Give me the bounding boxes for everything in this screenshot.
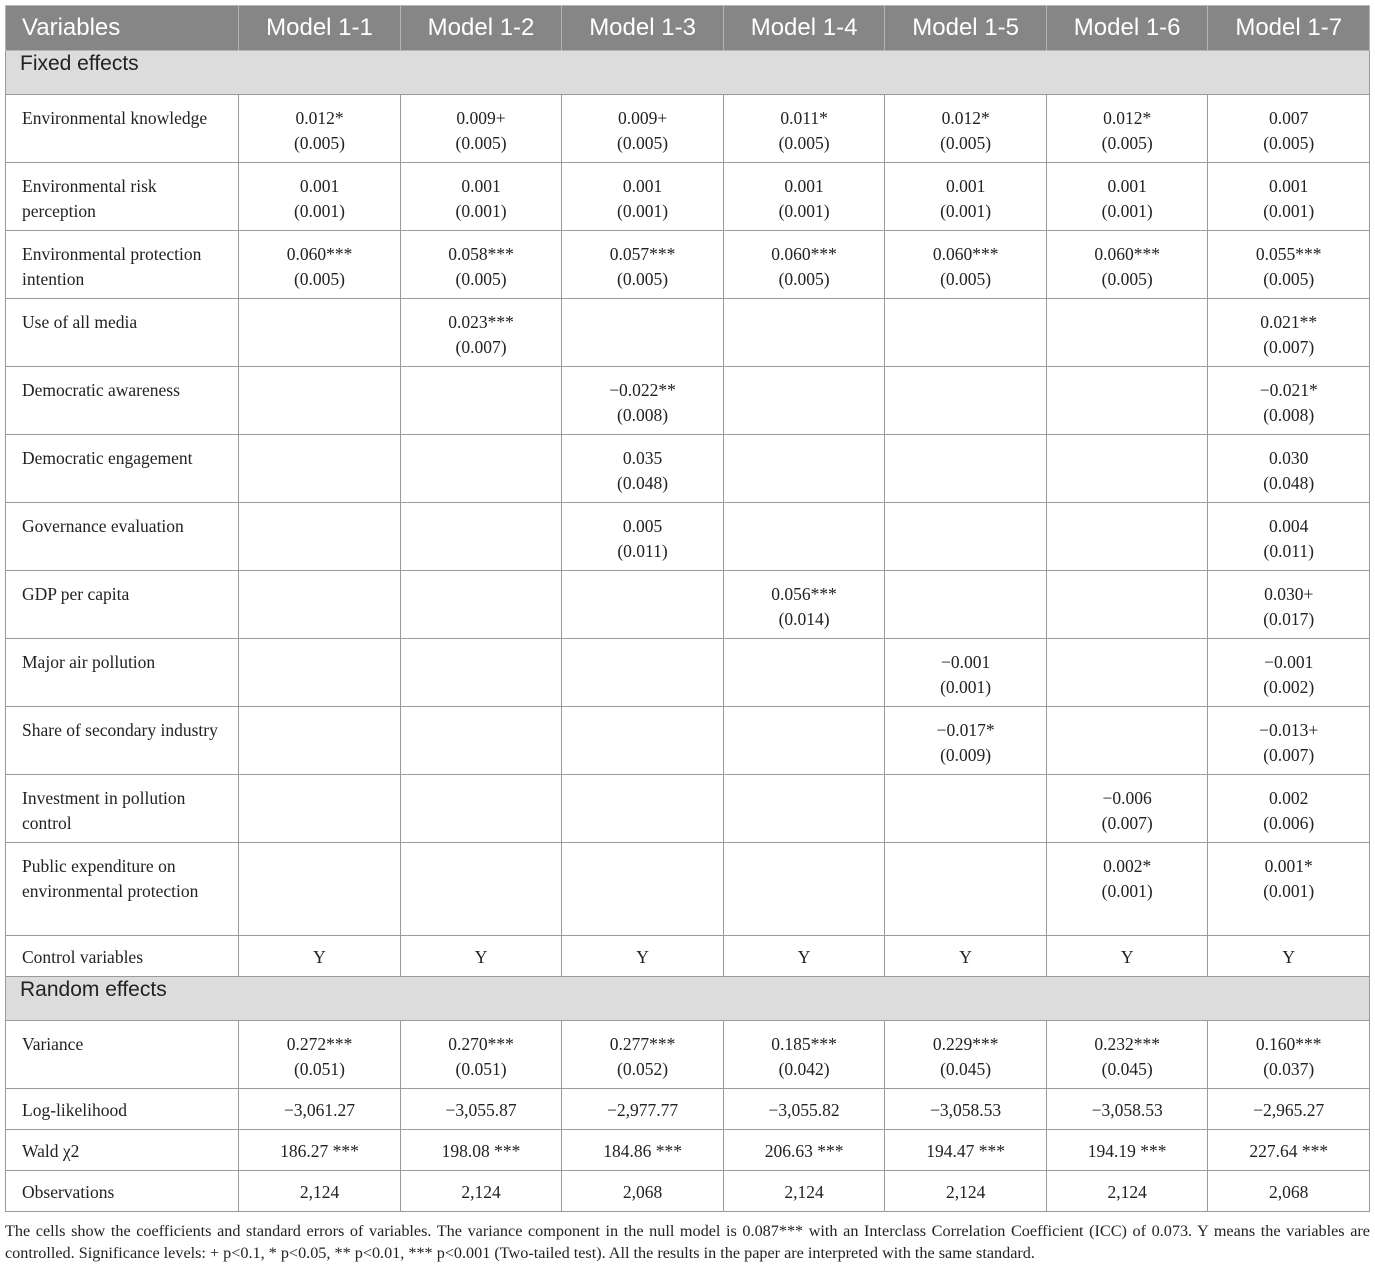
- coefficient: 0.030+: [1264, 584, 1314, 604]
- coefficient: 0.001*: [1264, 856, 1313, 876]
- model-cell: [562, 936, 724, 977]
- coefficient: 184.86 ***: [603, 1141, 682, 1161]
- model-cell: [239, 231, 401, 299]
- table-row: [6, 1021, 1370, 1089]
- model-cell: [562, 707, 724, 775]
- model-cell: [885, 1089, 1047, 1130]
- variable-name: GDP per capita: [6, 571, 239, 639]
- model-cell: [400, 95, 562, 163]
- model-cell: [400, 435, 562, 503]
- model-cell: [562, 1130, 724, 1171]
- model-cell: [1046, 639, 1208, 707]
- table-row: [6, 367, 1370, 435]
- standard-error: (0.009): [940, 745, 992, 765]
- model-cell: [1046, 707, 1208, 775]
- variable-name: Share of secondary industry: [6, 707, 239, 775]
- coefficient: −2,965.27: [1253, 1100, 1325, 1120]
- coefficient: 0.012*: [295, 108, 344, 128]
- model-cell: [400, 775, 562, 843]
- standard-error: (0.042): [778, 1059, 830, 1079]
- model-cell: [1208, 775, 1370, 843]
- model-cell: [1046, 231, 1208, 299]
- standard-error: (0.005): [778, 269, 830, 289]
- model-cell: [562, 843, 724, 936]
- coefficient: −0.001: [1264, 652, 1314, 672]
- model-cell: [1208, 1171, 1370, 1212]
- coefficient: −0.022**: [609, 380, 676, 400]
- coefficient: −0.006: [1102, 788, 1152, 808]
- model-cell: [400, 1021, 562, 1089]
- model-cell: [1046, 1130, 1208, 1171]
- variable-name: Control variables: [6, 936, 239, 977]
- standard-error: (0.005): [1263, 133, 1315, 153]
- model-cell: [1046, 299, 1208, 367]
- model-cell: [562, 639, 724, 707]
- model-cell: [1208, 1089, 1370, 1130]
- standard-error: (0.001): [1101, 881, 1153, 901]
- model-cell: [885, 843, 1047, 936]
- coefficient: 0.185***: [771, 1034, 837, 1054]
- model-cell: [400, 163, 562, 231]
- coefficient: −0.013+: [1259, 720, 1319, 740]
- coefficient: 227.64 ***: [1249, 1141, 1329, 1161]
- model-cell: [1208, 843, 1370, 936]
- standard-error: (0.051): [293, 1059, 346, 1079]
- coefficient: −3,058.53: [1091, 1100, 1163, 1120]
- coefficient: 186.27 ***: [280, 1141, 359, 1161]
- coefficient: 0.055***: [1255, 244, 1322, 264]
- model-cell: [562, 163, 724, 231]
- variable-name: Environmental protection intention: [6, 231, 239, 299]
- model-cell: [1046, 435, 1208, 503]
- model-cell: [400, 231, 562, 299]
- standard-error: (0.007): [1263, 337, 1315, 357]
- standard-error: (0.001): [455, 201, 507, 221]
- model-cell: [723, 1171, 885, 1212]
- coefficient: 0.021**: [1260, 312, 1318, 332]
- coefficient: 0.005: [622, 516, 663, 536]
- model-cell: [239, 639, 401, 707]
- model-cell: [885, 163, 1047, 231]
- coefficient: 0.007: [1269, 108, 1309, 128]
- coefficient: 0.011*: [780, 108, 828, 128]
- model-cell: [239, 163, 401, 231]
- model-cell: [1208, 1021, 1370, 1089]
- model-cell: [562, 503, 724, 571]
- standard-error: (0.008): [617, 405, 669, 425]
- model-cell: [723, 503, 885, 571]
- model-cell: [1208, 299, 1370, 367]
- coefficient: 0.004: [1269, 516, 1309, 536]
- model-cell: [239, 435, 401, 503]
- standard-error: (0.006): [1263, 813, 1315, 833]
- regression-table: [5, 5, 1370, 1212]
- model-cell: [239, 936, 401, 977]
- model-cell: [400, 639, 562, 707]
- model-cell: [562, 435, 724, 503]
- model-cell: [723, 299, 885, 367]
- coefficient: 198.08 ***: [441, 1141, 521, 1161]
- standard-error: (0.005): [1263, 269, 1315, 289]
- model-cell: [562, 1089, 724, 1130]
- model-cell: [885, 639, 1047, 707]
- model-cell: [1208, 367, 1370, 435]
- standard-error: (0.001): [293, 201, 346, 221]
- model-cell: [400, 707, 562, 775]
- table-row: [6, 707, 1370, 775]
- coefficient: −2,977.77: [607, 1100, 679, 1120]
- coefficient: −3,058.53: [930, 1100, 1002, 1120]
- coefficient: 0.012*: [1103, 108, 1152, 128]
- standard-error: (0.001): [778, 201, 830, 221]
- model-cell: [723, 936, 885, 977]
- model-cell: [1046, 503, 1208, 571]
- coefficient: Y: [636, 947, 649, 967]
- header-model: Model 1-5: [885, 6, 1047, 51]
- model-cell: [1208, 936, 1370, 977]
- section-label: Random effects: [6, 977, 1370, 1021]
- coefficient: Y: [474, 947, 488, 967]
- table-row: [6, 843, 1370, 936]
- standard-error: (0.007): [1101, 813, 1153, 833]
- model-cell: [239, 299, 401, 367]
- standard-error: (0.001): [1263, 881, 1315, 901]
- model-cell: [400, 1089, 562, 1130]
- standard-error: (0.005): [293, 269, 346, 289]
- table-row: [6, 1171, 1370, 1212]
- coefficient: 206.63 ***: [764, 1141, 844, 1161]
- variable-name: Governance evaluation: [6, 503, 239, 571]
- coefficient: Y: [313, 947, 326, 967]
- standard-error: (0.045): [940, 1059, 992, 1079]
- coefficient: 0.009+: [456, 108, 506, 128]
- coefficient: 0.001: [622, 176, 663, 196]
- header-variables: Variables: [6, 6, 239, 51]
- coefficient: 0.160***: [1255, 1034, 1322, 1054]
- coefficient: 2,124: [945, 1182, 986, 1202]
- section-fixed-effects: [6, 51, 1370, 95]
- model-cell: [400, 503, 562, 571]
- table-row: [6, 503, 1370, 571]
- model-cell: [1208, 639, 1370, 707]
- standard-error: (0.005): [940, 133, 992, 153]
- coefficient: −0.001: [941, 652, 991, 672]
- model-cell: [885, 936, 1047, 977]
- coefficient: −0.021*: [1259, 380, 1318, 400]
- model-cell: [723, 1130, 885, 1171]
- model-cell: [400, 367, 562, 435]
- model-cell: [562, 1171, 724, 1212]
- model-cell: [723, 707, 885, 775]
- standard-error: (0.051): [455, 1059, 507, 1079]
- standard-error: (0.001): [1263, 201, 1315, 221]
- model-cell: [239, 1021, 401, 1089]
- variable-name: Variance: [6, 1021, 239, 1089]
- coefficient: 0.009+: [617, 108, 668, 128]
- model-cell: [562, 299, 724, 367]
- model-cell: [400, 843, 562, 936]
- model-cell: [562, 95, 724, 163]
- table-row: [6, 299, 1370, 367]
- model-cell: [723, 843, 885, 936]
- model-cell: [885, 435, 1047, 503]
- model-cell: [723, 1021, 885, 1089]
- coefficient: Y: [1120, 947, 1134, 967]
- standard-error: (0.001): [617, 201, 669, 221]
- coefficient: 0.232***: [1094, 1034, 1160, 1054]
- model-cell: [400, 571, 562, 639]
- standard-error: (0.052): [617, 1059, 669, 1079]
- coefficient: 2,124: [461, 1182, 501, 1202]
- model-cell: [400, 1130, 562, 1171]
- coefficient: 0.060***: [771, 244, 837, 264]
- coefficient: 2,124: [299, 1182, 340, 1202]
- coefficient: 194.47 ***: [926, 1141, 1005, 1161]
- model-cell: [1208, 163, 1370, 231]
- model-cell: [1046, 1089, 1208, 1130]
- model-cell: [885, 299, 1047, 367]
- coefficient: Y: [959, 947, 972, 967]
- variable-name: Use of all media: [6, 299, 239, 367]
- variable-name: Environmental risk perception: [6, 163, 239, 231]
- coefficient: 0.030: [1269, 448, 1309, 468]
- model-cell: [400, 936, 562, 977]
- standard-error: (0.005): [1101, 269, 1153, 289]
- standard-error: (0.011): [1263, 541, 1314, 561]
- header-model: Model 1-7: [1208, 6, 1370, 51]
- model-cell: [239, 1089, 401, 1130]
- model-cell: [885, 367, 1047, 435]
- standard-error: (0.007): [1263, 745, 1315, 765]
- standard-error: (0.037): [1263, 1059, 1315, 1079]
- header-model: Model 1-3: [562, 6, 724, 51]
- variable-name: Environmental knowledge: [6, 95, 239, 163]
- model-cell: [1208, 1130, 1370, 1171]
- model-cell: [723, 1089, 885, 1130]
- coefficient: 0.277***: [609, 1034, 676, 1054]
- standard-error: (0.048): [1263, 473, 1315, 493]
- coefficient: 0.012*: [941, 108, 990, 128]
- standard-error: (0.045): [1101, 1059, 1153, 1079]
- model-cell: [562, 571, 724, 639]
- model-cell: [239, 1171, 401, 1212]
- model-cell: [723, 775, 885, 843]
- coefficient: 2,068: [622, 1182, 663, 1202]
- coefficient: 2,068: [1269, 1182, 1309, 1202]
- table-row: [6, 936, 1370, 977]
- model-cell: [562, 231, 724, 299]
- standard-error: (0.011): [617, 541, 668, 561]
- coefficient: −3,055.82: [768, 1100, 840, 1120]
- model-cell: [885, 503, 1047, 571]
- coefficient: 194.19 ***: [1087, 1141, 1167, 1161]
- header-row: [6, 6, 1370, 51]
- coefficient: −0.017*: [936, 720, 995, 740]
- coefficient: 0.002: [1269, 788, 1309, 808]
- coefficient: 0.001: [461, 176, 501, 196]
- model-cell: [885, 95, 1047, 163]
- standard-error: (0.001): [1101, 201, 1153, 221]
- table-row: [6, 571, 1370, 639]
- variable-name: Investment in pollution control: [6, 775, 239, 843]
- variable-name: Major air pollution: [6, 639, 239, 707]
- model-cell: [1046, 95, 1208, 163]
- model-cell: [239, 367, 401, 435]
- table-row: [6, 435, 1370, 503]
- standard-error: (0.005): [455, 133, 507, 153]
- model-cell: [239, 707, 401, 775]
- header-model: Model 1-2: [400, 6, 562, 51]
- coefficient: 0.060***: [932, 244, 999, 264]
- model-cell: [239, 775, 401, 843]
- standard-error: (0.014): [778, 609, 830, 629]
- table-row: [6, 231, 1370, 299]
- header-model: Model 1-1: [239, 6, 401, 51]
- model-cell: [1046, 163, 1208, 231]
- header-model: Model 1-4: [723, 6, 885, 51]
- table-footnote: The cells show the coefficients and standard errors of variables. The variance component in the null model is 0.087*** with an Interclass Correlation Coefficient (ICC) of 0.073. Y means the variables are controlled. Significance levels: + p<0.1, * p<0.05, ** p<0.01, *** p<0.001 (Two-tailed test). All the results in the paper are interpreted with the same standard.: [5, 1222, 1370, 1262]
- coefficient: −3,055.87: [445, 1100, 517, 1120]
- coefficient: 0.272***: [286, 1034, 353, 1054]
- model-cell: [723, 95, 885, 163]
- standard-error: (0.005): [617, 133, 669, 153]
- model-cell: [723, 571, 885, 639]
- model-cell: [1046, 1171, 1208, 1212]
- coefficient: 0.056***: [771, 584, 837, 604]
- coefficient: 0.001: [1107, 176, 1147, 196]
- model-cell: [1208, 95, 1370, 163]
- header-model: Model 1-6: [1046, 6, 1208, 51]
- model-cell: [239, 95, 401, 163]
- variable-name: Democratic engagement: [6, 435, 239, 503]
- standard-error: (0.001): [940, 201, 992, 221]
- section-label: Fixed effects: [6, 51, 1370, 95]
- coefficient: 0.058***: [448, 244, 514, 264]
- coefficient: Y: [1282, 947, 1296, 967]
- variable-name: Democratic awareness: [6, 367, 239, 435]
- standard-error: (0.005): [1101, 133, 1153, 153]
- model-cell: [1046, 367, 1208, 435]
- standard-error: (0.048): [617, 473, 669, 493]
- coefficient: 0.060***: [1094, 244, 1160, 264]
- standard-error: (0.005): [293, 133, 346, 153]
- model-cell: [723, 231, 885, 299]
- standard-error: (0.002): [1263, 677, 1315, 697]
- model-cell: [562, 1021, 724, 1089]
- model-cell: [562, 367, 724, 435]
- model-cell: [885, 1021, 1047, 1089]
- variable-name: Public expenditure on environmental protection: [6, 843, 239, 936]
- model-cell: [239, 1130, 401, 1171]
- model-cell: [1208, 571, 1370, 639]
- model-cell: [239, 843, 401, 936]
- model-cell: [885, 571, 1047, 639]
- variable-name: Observations: [6, 1171, 239, 1212]
- regression-table-container: [5, 5, 1370, 1212]
- model-cell: [723, 435, 885, 503]
- model-cell: [723, 639, 885, 707]
- variable-name: Log-likelihood: [6, 1089, 239, 1130]
- table-row: [6, 95, 1370, 163]
- coefficient: 0.270***: [448, 1034, 514, 1054]
- standard-error: (0.007): [455, 337, 507, 357]
- table-row: [6, 1089, 1370, 1130]
- standard-error: (0.005): [940, 269, 992, 289]
- model-cell: [1046, 571, 1208, 639]
- coefficient: 0.001: [1269, 176, 1309, 196]
- model-cell: [723, 367, 885, 435]
- standard-error: (0.017): [1263, 609, 1315, 629]
- model-cell: [885, 707, 1047, 775]
- model-cell: [885, 1130, 1047, 1171]
- coefficient: −3,061.27: [283, 1100, 356, 1120]
- table-row: [6, 163, 1370, 231]
- coefficient: 0.001: [784, 176, 824, 196]
- table-row: [6, 1130, 1370, 1171]
- coefficient: 0.002*: [1103, 856, 1152, 876]
- model-cell: [1208, 435, 1370, 503]
- model-cell: [885, 775, 1047, 843]
- model-cell: [239, 503, 401, 571]
- coefficient: 0.229***: [932, 1034, 999, 1054]
- coefficient: Y: [797, 947, 811, 967]
- model-cell: [562, 775, 724, 843]
- model-cell: [400, 1171, 562, 1212]
- model-cell: [885, 231, 1047, 299]
- standard-error: (0.005): [455, 269, 507, 289]
- model-cell: [239, 571, 401, 639]
- variable-name: Wald χ2: [6, 1130, 239, 1171]
- table-row: [6, 639, 1370, 707]
- coefficient: 0.060***: [286, 244, 353, 264]
- model-cell: [723, 163, 885, 231]
- model-cell: [1046, 936, 1208, 977]
- model-cell: [1208, 231, 1370, 299]
- coefficient: 0.035: [622, 448, 663, 468]
- standard-error: (0.005): [617, 269, 669, 289]
- coefficient: 0.057***: [609, 244, 676, 264]
- standard-error: (0.005): [778, 133, 830, 153]
- model-cell: [885, 1171, 1047, 1212]
- model-cell: [1208, 707, 1370, 775]
- model-cell: [1208, 503, 1370, 571]
- standard-error: (0.008): [1263, 405, 1315, 425]
- model-cell: [1046, 843, 1208, 936]
- coefficient: 0.001: [945, 176, 986, 196]
- model-cell: [400, 299, 562, 367]
- section-random-effects: [6, 977, 1370, 1021]
- coefficient: 2,124: [1107, 1182, 1147, 1202]
- coefficient: 0.023***: [448, 312, 514, 332]
- model-cell: [1046, 775, 1208, 843]
- standard-error: (0.001): [940, 677, 992, 697]
- coefficient: 2,124: [784, 1182, 824, 1202]
- model-cell: [1046, 1021, 1208, 1089]
- table-row: [6, 775, 1370, 843]
- coefficient: 0.001: [299, 176, 340, 196]
